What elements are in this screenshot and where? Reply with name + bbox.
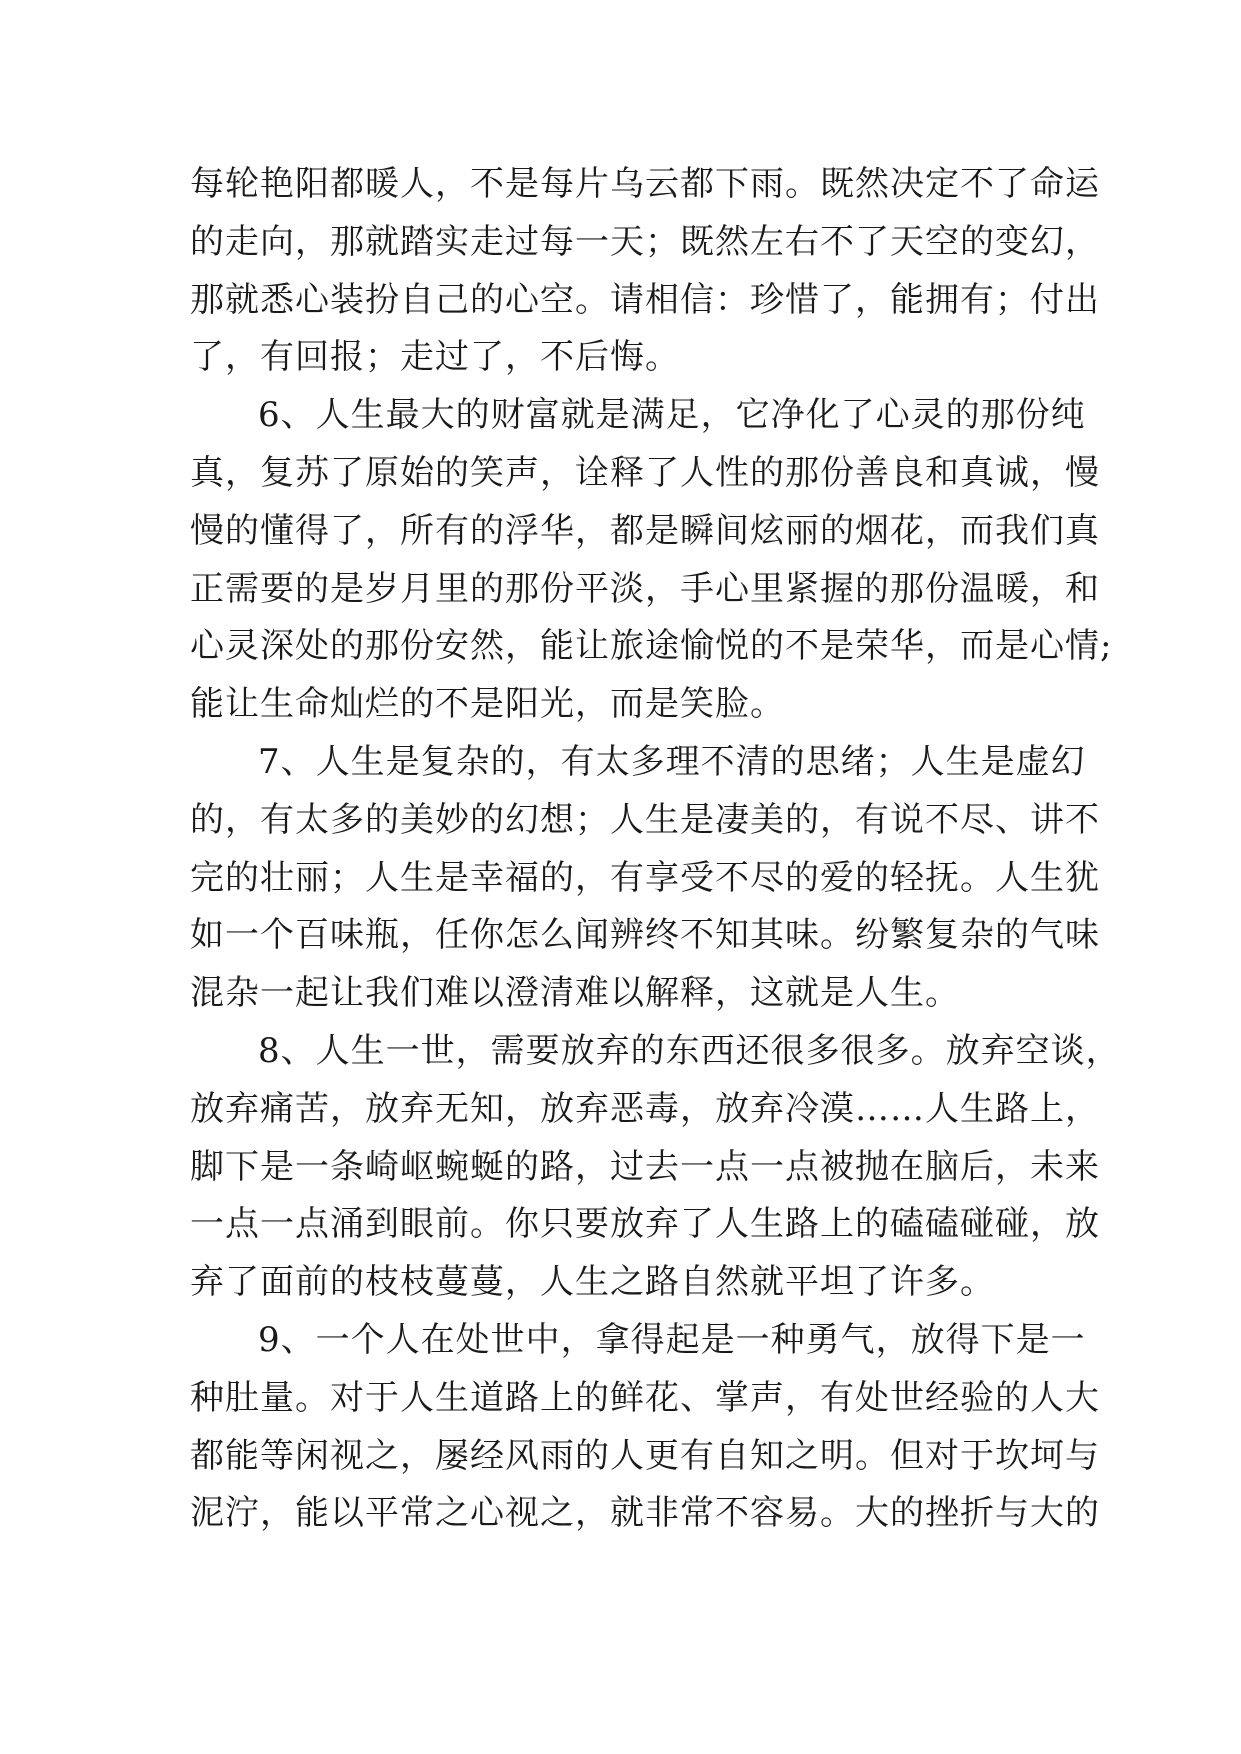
text-line: 脚下是一条崎岖蜿蜒的路，过去一点一点被抛在脑后，未来	[190, 1146, 1100, 1187]
text-line: 6、人生最大的财富就是满足，它净化了心灵的那份纯	[258, 395, 1086, 436]
text-line: 弃了面前的枝枝蔓蔓，人生之路自然就平坦了许多。	[190, 1262, 995, 1303]
text-line: 能让生命灿烂的不是阳光，而是笑脸。	[190, 684, 785, 725]
text-line: 如一个百味瓶，任你怎么闻辨终不知其味。纷繁复杂的气味	[190, 915, 1100, 956]
text-line: 每轮艳阳都暖人，不是每片乌云都下雨。既然决定不了命运	[190, 164, 1100, 204]
text-line: 9、一个人在处世中，拿得起是一种勇气，放得下是一	[258, 1319, 1086, 1360]
text-line: 慢的懂得了，所有的浮华，都是瞬间炫丽的烟花，而我们真	[190, 510, 1100, 551]
text-line: 都能等闲视之，屡经风雨的人更有自知之明。但对于坎坷与	[190, 1435, 1100, 1476]
text-line: 一点一点涌到眼前。你只要放弃了人生路上的磕磕碰碰，放	[190, 1204, 1100, 1245]
text-line: 放弃痛苦，放弃无知，放弃恶毒，放弃冷漠……人生路上，	[190, 1088, 1100, 1129]
text-line: 那就悉心装扮自己的心空。请相信：珍惜了，能拥有；付出	[190, 279, 1100, 320]
text-line: 种肚量。对于人生道路上的鲜花、掌声，有处世经验的人大	[190, 1377, 1100, 1418]
text-line: 的走向，那就踏实走过每一天；既然左右不了天空的变幻，	[190, 221, 1100, 262]
text-line: 的，有太多的美妙的幻想；人生是凄美的，有说不尽、讲不	[190, 799, 1100, 840]
document-body	[190, 156, 1121, 1543]
text-line: 正需要的是岁月里的那份平淡，手心里紧握的那份温暖，和	[190, 568, 1100, 609]
text-line: 7、人生是复杂的，有太多理不清的思绪；人生是虚幻	[258, 741, 1086, 782]
text-line: 完的壮丽；人生是幸福的，有享受不尽的爱的轻抚。人生犹	[190, 857, 1100, 898]
text-line: 8、人生一世，需要放弃的东西还很多很多。放弃空谈，	[258, 1030, 1121, 1071]
text-line: 混杂一起让我们难以澄清难以解释，这就是人生。	[190, 973, 960, 1014]
text-line: 心灵深处的那份安然，能让旅途愉悦的不是荣华，而是心情;	[190, 626, 1113, 667]
text-line: 泥泞，能以平常之心视之，就非常不容易。大的挫折与大的	[190, 1493, 1100, 1534]
text-line: 了，有回报；走过了，不后悔。	[190, 337, 680, 378]
text-line: 真，复苏了原始的笑声，诠释了人性的那份善良和真诚，慢	[190, 452, 1100, 493]
